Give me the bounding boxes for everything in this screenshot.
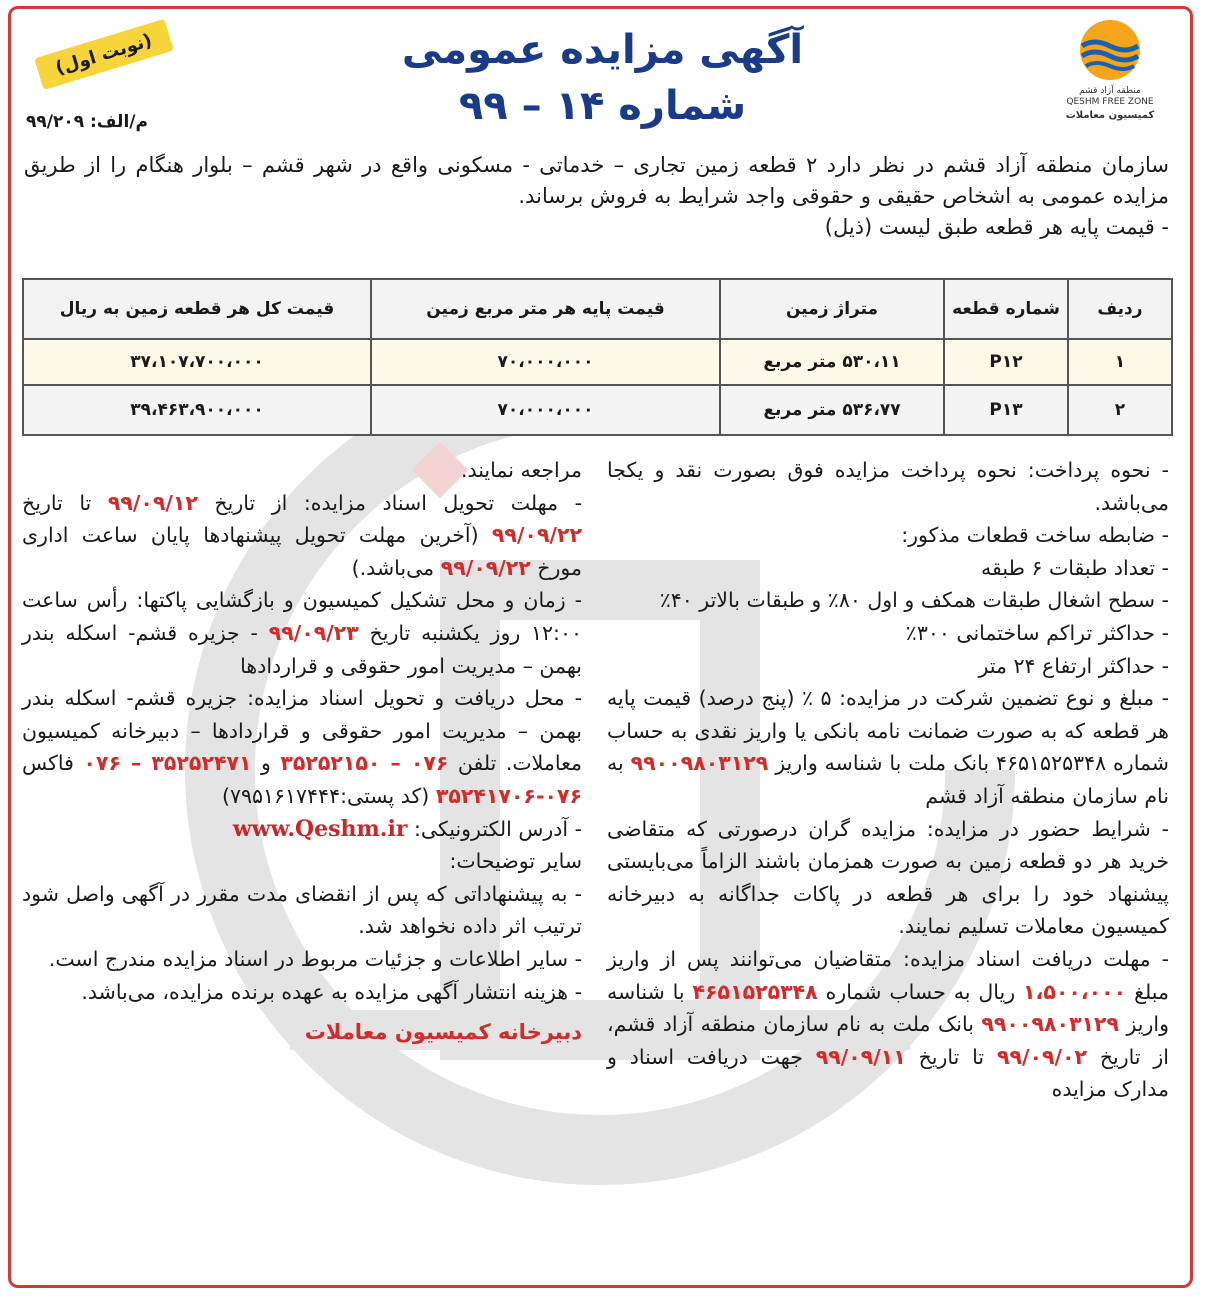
refer: مراجعه نمایند. xyxy=(460,458,582,482)
docs-to-date: ۹۹/۰۹/۱۱ xyxy=(815,1044,906,1069)
cell: ۱ xyxy=(1068,339,1172,385)
docs-deposit-id: ۹۹۰۰۹۸۰۳۱۲۹ xyxy=(981,1012,1120,1037)
construction-rules: - ضابطه ساخت قطعات مذکور: xyxy=(901,523,1169,548)
signature: دبیرخانه کمیسیون معاملات xyxy=(304,1020,582,1045)
delivery-from-date: ۹۹/۰۹/۱۲ xyxy=(107,490,198,515)
logo-subtitle-en: QESHM FREE ZONE xyxy=(1066,97,1154,107)
plots-table xyxy=(22,278,1173,436)
website-link[interactable]: www.Qeshm.ir xyxy=(232,815,408,842)
delivery-text: تا تاریخ xyxy=(22,490,92,515)
docs-text: جهت دریافت اسناد و مدارک مزایده xyxy=(607,1044,1169,1102)
density: - حداکثر تراکم ساختمانی ۳۰۰٪ xyxy=(905,620,1169,645)
guarantee xyxy=(607,682,1169,812)
website-line xyxy=(22,813,582,846)
delivery-text: - مهلت تحویل اسناد مزایده: از تاریخ xyxy=(214,490,582,515)
postal-code: (کد پستی:۷۹۵۱۶۱۷۴۴۴) xyxy=(221,783,430,808)
cell: ۵۳۰،۱۱ متر مربع xyxy=(720,339,944,385)
header-unit-price: قیمت پایه هر متر مربع زمین xyxy=(371,279,720,339)
place-text: فاکس xyxy=(22,751,74,776)
intro-note: - قیمت پایه هر قطعه طبق لیست (ذیل) xyxy=(824,215,1169,239)
attendance-terms: - شرایط حضور در مزایده: مزایده گران درصورتی که متقاضی خرید هر دو قطعه زمین به صورت همزمان باشند الزاماً می‌بایستی پیشنهاد خود را برای هر قطعه در پاکات جداگانه به دبیرخانه کمیسیون معاملات تسلیم نمایند. xyxy=(607,816,1169,939)
guarantee-text: - مبلغ و نوع تضمین شرکت در مزایده: ۵ ٪ (پنج درصد) قیمت پایه هر قطعه که به صورت ضمانت نامه بانکی یا واریز نقدی به حساب شماره ۴۶۵۱۵۲۵۳۴۸ بانک ملت با شناسه واریز xyxy=(607,686,1169,776)
table-row xyxy=(23,339,1172,385)
reference-number: م/الف: ۹۹/۲۰۹ xyxy=(26,112,148,132)
delivery-text: (آخرین مهلت تحویل پیشنهادها پایان ساعت اداری مورخ xyxy=(22,523,582,580)
website-label: - آدرس الکترونیکی: xyxy=(413,816,582,841)
table-header-row xyxy=(23,279,1172,339)
docs-text: با شناسه واریز xyxy=(607,979,1169,1037)
docs-text: بانک ملت به نام سازمان منطقه آزاد قشم، از تاریخ xyxy=(607,1012,1169,1069)
header-area: متراژ زمین xyxy=(720,279,944,339)
opening-session xyxy=(22,584,582,682)
payment-terms: - نحوه پرداخت: نحوه پرداخت مزایده فوق بصورت نقد و یکجا می‌باشد. xyxy=(607,458,1169,515)
header-total-price: قیمت کل هر قطعه زمین به ریال xyxy=(23,279,371,339)
opening-text: - زمان و محل تشکیل کمیسیون و بازگشایی پاکتها: رأس ساعت ۱۲:۰۰ روز یکشنبه تاریخ xyxy=(22,588,582,645)
header-row-number: ردیف xyxy=(1068,279,1172,339)
cell: ۷۰،۰۰۰،۰۰۰ xyxy=(371,339,720,385)
opening-date: ۹۹/۰۹/۲۳ xyxy=(268,620,359,645)
right-column xyxy=(607,454,1169,1106)
docs-amount: ۱،۵۰۰،۰۰۰ xyxy=(1023,979,1127,1004)
docs-account: ۴۶۵۱۵۲۵۳۴۸ xyxy=(692,979,818,1004)
delivery-text: می‌باشد.) xyxy=(351,555,435,580)
occupancy: - سطح اشغال طبقات همکف و اول ۸۰٪ و طبقات بالاتر ۴۰٪ xyxy=(659,588,1169,613)
left-column xyxy=(22,454,582,1049)
place-text: و xyxy=(260,751,271,776)
cell: P۱۲ xyxy=(944,339,1068,385)
opening-text: - جزیره قشم- اسکله بندر بهمن – مدیریت امور حقوقی و قراردادها xyxy=(22,620,582,678)
delivery-to-date: ۹۹/۰۹/۲۲ xyxy=(491,523,582,548)
round-badge: (نوبت اول) xyxy=(34,19,173,90)
docs-text: ریال به حساب شماره xyxy=(825,979,1016,1004)
note-3: - هزینه انتشار آگهی مزایده به عهده برنده مزایده، می‌باشد. xyxy=(81,979,582,1004)
floors: - تعداد طبقات ۶ طبقه xyxy=(981,555,1169,580)
fax-number: ۰۷۶-۳۵۲۴۱۷۰۶ xyxy=(435,783,582,808)
page-title xyxy=(0,22,1205,134)
documents-place xyxy=(22,682,582,812)
height: - حداکثر ارتفاع ۲۴ متر xyxy=(978,653,1169,678)
intro xyxy=(24,150,1169,243)
delivery-deadline xyxy=(22,487,582,585)
docs-deadline xyxy=(607,943,1169,1106)
note-2: - سایر اطلاعات و جزئیات مربوط در اسناد مزایده مندرج است. xyxy=(48,946,582,971)
note-1: - به پیشنهاداتی که پس از انقضای مدت مقرر در آگهی واصل شود ترتیب اثر داده نخواهد شد. xyxy=(22,881,582,939)
other-notes-title: سایر توضیحات: xyxy=(449,849,582,874)
docs-text: - مهلت دریافت اسناد مزایده: متقاضیان می‌توانند پس از واریز مبلغ xyxy=(607,946,1169,1004)
docs-from-date: ۹۹/۰۹/۰۲ xyxy=(996,1044,1087,1069)
title-line-2: شماره ۱۴ – ۹۹ xyxy=(458,83,747,129)
cell: ۲ xyxy=(1068,385,1172,435)
cell: ۷۰،۰۰۰،۰۰۰ xyxy=(371,385,720,435)
logo-name: کمیسیون معاملات xyxy=(1065,110,1155,121)
cell: ۳۹،۴۶۳،۹۰۰،۰۰۰ xyxy=(23,385,371,435)
title-line-1: آگهی مزایده عمومی xyxy=(401,27,804,73)
guarantee-text-end: به نام سازمان منطقه آزاد قشم xyxy=(607,751,1169,808)
cell: P۱۳ xyxy=(944,385,1068,435)
phone-1: ۰۷۶ – ۳۵۲۵۲۱۵۰ xyxy=(280,751,449,776)
place-text: - محل دریافت و تحویل اسناد مزایده: جزیره قشم- اسکله بندر بهمن – مدیریت امور حقوقی و قراردادها – دبیرخانه کمیسیون معاملات. تلفن xyxy=(22,686,582,776)
delivery-last-date: ۹۹/۰۹/۲۲ xyxy=(440,555,531,580)
table-row xyxy=(23,385,1172,435)
docs-text: تا تاریخ xyxy=(918,1044,985,1069)
header-plot-number: شماره قطعه xyxy=(944,279,1068,339)
phone-2: ۳۵۲۵۲۴۷۱ – ۰۷۶ xyxy=(83,751,252,776)
logo-subtitle: منطقه آزاد قشم xyxy=(1079,86,1141,96)
intro-paragraph: سازمان منطقه آزاد قشم در نظر دارد ۲ قطعه زمین تجاری – خدماتی - مسکونی واقع در شهر قشم – بلوار هنگام را از طریق مزایده عمومی به اشخاص حقیقی و حقوقی واجد شرایط به فروش برساند. xyxy=(24,153,1169,208)
cell: ۵۳۶،۷۷ متر مربع xyxy=(720,385,944,435)
cell: ۳۷،۱۰۷،۷۰۰،۰۰۰ xyxy=(23,339,371,385)
deposit-id: ۹۹۰۰۹۸۰۳۱۲۹ xyxy=(630,751,769,776)
